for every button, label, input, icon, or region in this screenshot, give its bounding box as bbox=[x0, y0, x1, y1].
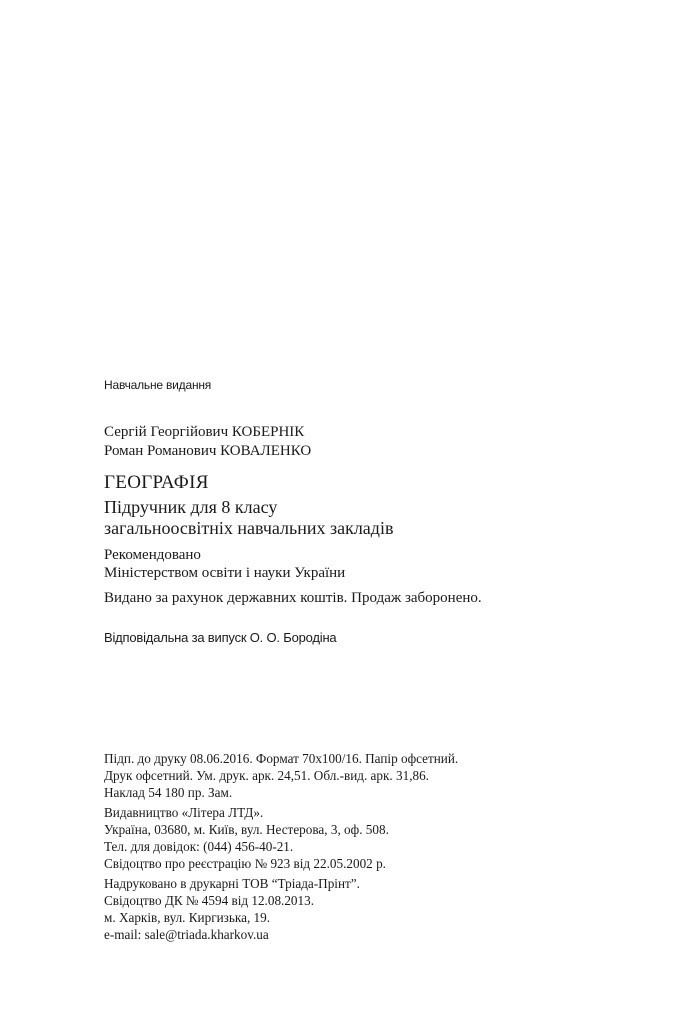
print-info-line-3: Наклад 54 180 пр. Зам. bbox=[104, 785, 233, 800]
printer-block bbox=[104, 875, 360, 943]
recommendation-line-1: Рекомендовано bbox=[104, 547, 201, 563]
edition-type-label: Навчальне видання bbox=[104, 378, 212, 392]
recommendation-block bbox=[104, 546, 345, 582]
subtitle-line-2: загальноосвітніх навчальних закладів bbox=[104, 518, 394, 538]
print-info-block bbox=[104, 750, 458, 801]
printer-line-1: Надруковано в друкарні ТОВ “Тріада-Прінт”. bbox=[104, 876, 360, 891]
publisher-line-4: Свідоцтво про реєстрацію № 923 від 22.05.2002 р. bbox=[104, 856, 386, 871]
publisher-line-1: Видавництво «Літера ЛТД». bbox=[104, 805, 264, 820]
authors-block bbox=[104, 423, 311, 461]
author-1: Сергій Георгійович КОБЕРНІК bbox=[104, 424, 305, 440]
responsible-editor: Відповідальна за випуск О. О. Бородіна bbox=[104, 630, 337, 645]
funding-note: Видано за рахунок державних коштів. Продаж заборонено. bbox=[104, 590, 482, 606]
publisher-line-2: Україна, 03680, м. Київ, вул. Нестерова, 3, оф. 508. bbox=[104, 822, 389, 837]
book-title: ГЕОГРАФІЯ bbox=[104, 472, 209, 493]
printer-email: e-mail: sale@triada.kharkov.ua bbox=[104, 927, 269, 942]
publisher-block bbox=[104, 804, 389, 872]
author-2: Роман Романович КОВАЛЕНКО bbox=[104, 443, 312, 459]
printer-line-3: м. Харків, вул. Киргизька, 19. bbox=[104, 910, 271, 925]
printer-line-2: Свідоцтво ДК № 4594 від 12.08.2013. bbox=[104, 893, 315, 908]
book-subtitle bbox=[104, 497, 393, 539]
recommendation-line-2: Міністерством освіти і науки України bbox=[104, 565, 346, 581]
subtitle-line-1: Підручник для 8 класу bbox=[104, 497, 278, 517]
publisher-line-3: Тел. для довідок: (044) 456-40-21. bbox=[104, 839, 294, 854]
print-info-line-2: Друк офсетний. Ум. друк. арк. 24,51. Обл.-вид. арк. 31,86. bbox=[104, 768, 429, 783]
print-info-line-1: Підп. до друку 08.06.2016. Формат 70x100/16. Папір офсетний. bbox=[104, 751, 459, 766]
